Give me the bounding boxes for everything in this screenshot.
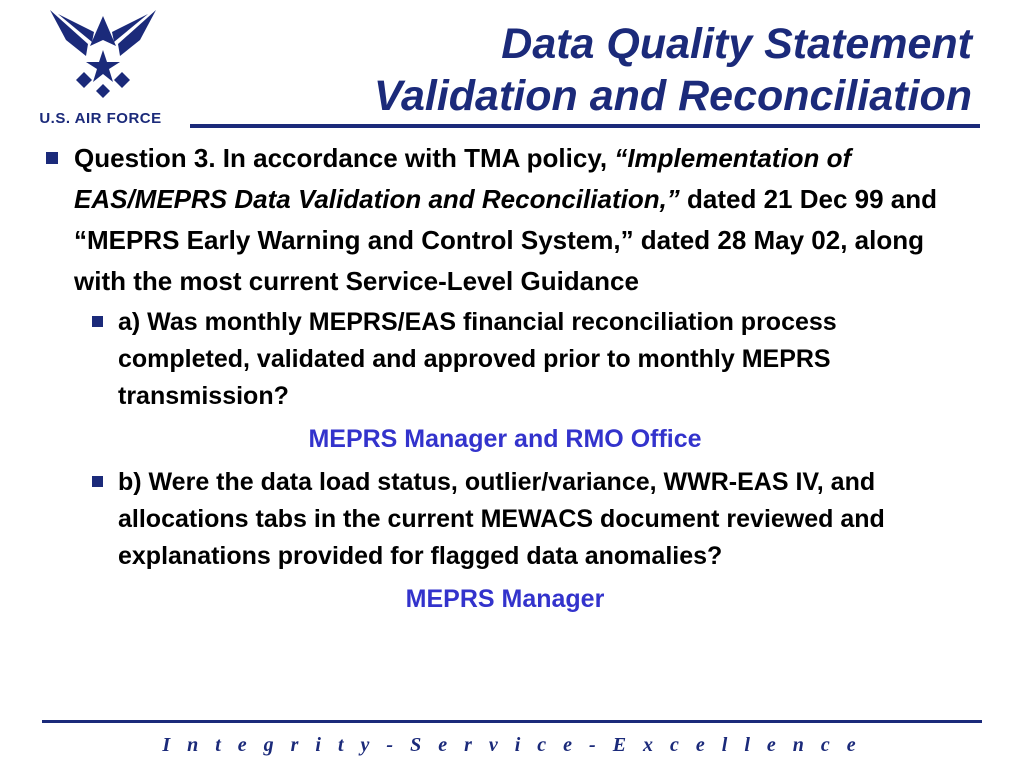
question-text (74, 138, 970, 302)
air-force-logo (18, 6, 183, 126)
slide-title (374, 18, 972, 122)
title-line-1: Data Quality Statement (501, 20, 972, 68)
title-divider (190, 124, 980, 128)
bullet-square-icon (46, 152, 58, 164)
subitem-b-answer: MEPRS Manager (405, 585, 605, 613)
bullet-square-icon (92, 316, 103, 327)
footer-motto: I n t e g r i t y - S e r v i c e - E x c e l l e n c e (162, 734, 862, 756)
subitem-text: a) Was monthly MEPRS/EAS financial reconciliation process completed, validated and approved prior to monthly MEPRS transmission? (118, 308, 837, 410)
slide-content (40, 138, 970, 624)
title-line-2: Validation and Reconciliation (373, 72, 972, 120)
bullet-square-icon (92, 476, 103, 487)
question-italic: “Implementation of EAS/MEPRS Data Validation and Reconciliation,” (74, 143, 852, 214)
question-part-1: Question 3. In accordance with TMA policy, (74, 143, 615, 173)
logo-text: U.S. AIR FORCE (39, 110, 162, 127)
footer-divider (42, 720, 982, 723)
question-part-2: dated 21 Dec 99 and “MEPRS Early Warning and Control System,” dated 28 May 02, along with the most current Service-Level Guidance (74, 184, 938, 296)
question-bullet (40, 138, 970, 302)
air-force-wings-icon (48, 6, 158, 106)
subitem-a (40, 304, 970, 415)
subitem-b (40, 464, 970, 575)
subitem-text: b) Were the data load status, outlier/variance, WWR-EAS IV, and allocations tabs in the current MEWACS document reviewed and explanations provided for flagged data anomalies? (118, 468, 885, 570)
subitem-a-answer: MEPRS Manager and RMO Office (308, 425, 702, 453)
